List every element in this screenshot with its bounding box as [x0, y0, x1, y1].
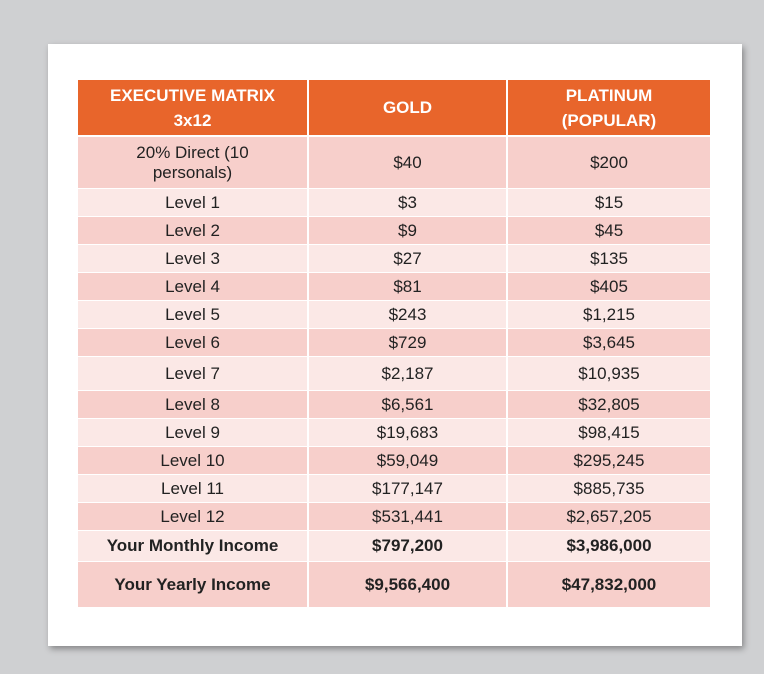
- row-label: Level 2: [78, 217, 308, 245]
- row-label: Level 3: [78, 245, 308, 273]
- gold-value: $59,049: [308, 447, 507, 475]
- table-row-level-5: [78, 301, 710, 329]
- row-label: Level 5: [78, 301, 308, 329]
- platinum-value: $885,735: [507, 475, 710, 503]
- platinum-value: $3,986,000: [507, 531, 710, 562]
- gold-value: $3: [308, 189, 507, 217]
- row-label: Level 10: [78, 447, 308, 475]
- table-row-yearly-income: [78, 562, 710, 608]
- table-row-monthly-income: [78, 531, 710, 562]
- gold-value: $81: [308, 273, 507, 301]
- gold-value: $2,187: [308, 357, 507, 391]
- table-row-direct: [78, 136, 710, 189]
- document-page: [48, 44, 742, 646]
- gold-value: $40: [308, 136, 507, 189]
- gold-value: $9: [308, 217, 507, 245]
- platinum-value: $1,215: [507, 301, 710, 329]
- header-plan-name-line1: EXECUTIVE MATRIX: [110, 85, 275, 105]
- gold-value: $797,200: [308, 531, 507, 562]
- platinum-value: $45: [507, 217, 710, 245]
- platinum-value: $10,935: [507, 357, 710, 391]
- gold-value: $729: [308, 329, 507, 357]
- table-row-level-8: [78, 391, 710, 419]
- gold-value: $19,683: [308, 419, 507, 447]
- table-row-level-7: [78, 357, 710, 391]
- table-row-level-9: [78, 419, 710, 447]
- row-label: [78, 136, 308, 189]
- table-row-level-11: [78, 475, 710, 503]
- platinum-value: $47,832,000: [507, 562, 710, 608]
- row-label: Level 1: [78, 189, 308, 217]
- row-label: Level 12: [78, 503, 308, 531]
- row-label: Your Yearly Income: [78, 562, 308, 608]
- platinum-value: $32,805: [507, 391, 710, 419]
- header-platinum-line1: PLATINUM: [565, 85, 653, 105]
- platinum-value: $98,415: [507, 419, 710, 447]
- table-row-level-1: [78, 189, 710, 217]
- row-label: Level 4: [78, 273, 308, 301]
- table-row-level-2: [78, 217, 710, 245]
- platinum-value: $135: [507, 245, 710, 273]
- gold-value: $9,566,400: [308, 562, 507, 608]
- platinum-value: $3,645: [507, 329, 710, 357]
- platinum-value: $15: [507, 189, 710, 217]
- gold-value: $27: [308, 245, 507, 273]
- table-row-level-6: [78, 329, 710, 357]
- table-row-level-10: [78, 447, 710, 475]
- platinum-value: $2,657,205: [507, 503, 710, 531]
- header-gold: GOLD: [308, 80, 507, 136]
- table-row-level-12: [78, 503, 710, 531]
- row-label: Level 6: [78, 329, 308, 357]
- row-label: Level 9: [78, 419, 308, 447]
- platinum-value: $295,245: [507, 447, 710, 475]
- gold-value: $6,561: [308, 391, 507, 419]
- direct-label: 20% Direct (10 personals): [136, 142, 249, 182]
- header-platinum: [507, 80, 710, 136]
- compensation-matrix-table: [78, 80, 710, 608]
- header-plan-name-line2: 3x12: [173, 110, 212, 130]
- gold-value: $177,147: [308, 475, 507, 503]
- row-label: Level 11: [78, 475, 308, 503]
- row-label: Level 8: [78, 391, 308, 419]
- gold-value: $531,441: [308, 503, 507, 531]
- row-label: Your Monthly Income: [78, 531, 308, 562]
- table-row-level-3: [78, 245, 710, 273]
- header-plan-name: [78, 80, 308, 136]
- platinum-value: $405: [507, 273, 710, 301]
- table-row-level-4: [78, 273, 710, 301]
- gold-value: $243: [308, 301, 507, 329]
- header-platinum-line2: (POPULAR): [561, 110, 657, 130]
- platinum-value: $200: [507, 136, 710, 189]
- table-header-row: [78, 80, 710, 136]
- row-label: Level 7: [78, 357, 308, 391]
